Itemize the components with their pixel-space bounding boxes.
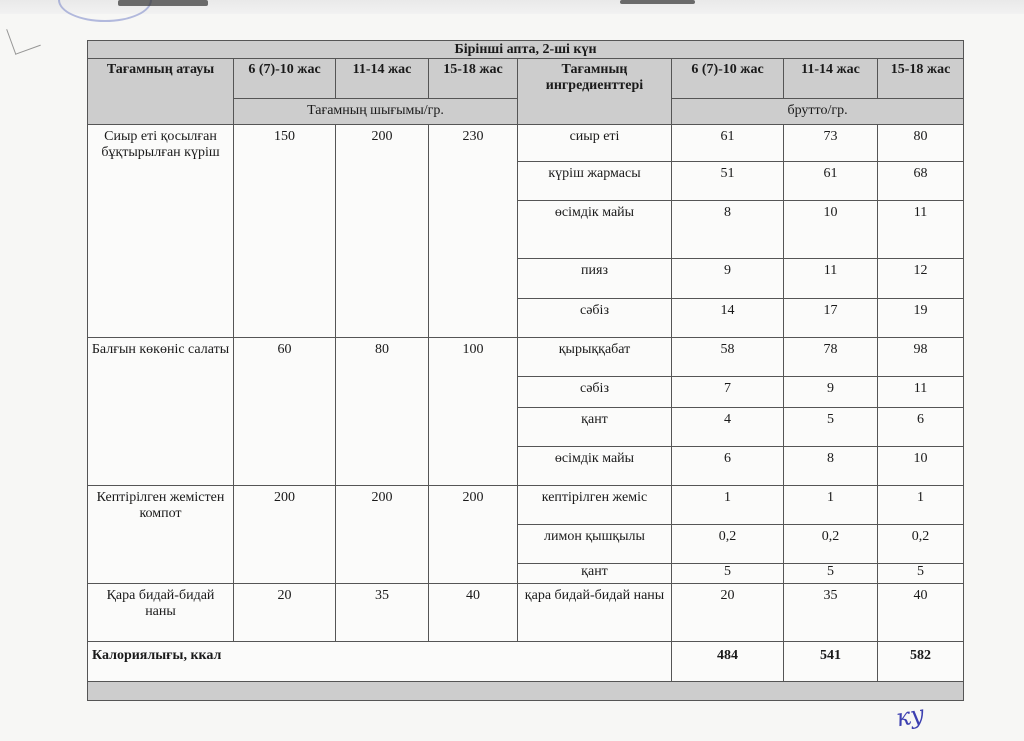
ingredient-value: 6 [878,408,964,447]
ingredient-name: қант [518,564,672,584]
ingredient-value: 10 [878,447,964,486]
ingredient-value: 11 [878,377,964,408]
dish-yield: 200 [234,486,336,584]
ingredient-value: 11 [878,201,964,259]
ingredient-value: 4 [672,408,784,447]
ingredient-value: 58 [672,338,784,377]
header-age-right-3: 15-18 жас [878,59,964,99]
header-yield: Тағамның шығымы/гр. [234,99,518,125]
header-dish-name: Тағамның атауы [88,59,234,125]
ingredient-name: кептірілген жеміс [518,486,672,525]
header-gross: брутто/гр. [672,99,964,125]
ingredient-name: қант [518,408,672,447]
dish-name: Сиыр еті қосылған бұқтырылған күріш [88,125,234,338]
ingredient-value: 8 [784,447,878,486]
header-age-left-3: 15-18 жас [429,59,518,99]
calories-label: Калориялығы, ккал [88,642,672,682]
ingredient-value: 1 [672,486,784,525]
header-age-left-2: 11-14 жас [336,59,429,99]
calories-value: 541 [784,642,878,682]
ingredient-value: 68 [878,162,964,201]
footer-band [88,682,964,701]
ingredient-value: 5 [784,564,878,584]
ingredient-value: 73 [784,125,878,162]
dish-yield: 230 [429,125,518,338]
ingredient-value: 1 [878,486,964,525]
ingredient-value: 61 [672,125,784,162]
dish-yield: 200 [336,486,429,584]
ingredient-value: 19 [878,299,964,338]
calories-row [88,642,964,682]
ingredient-value: 0,2 [672,525,784,564]
margin-check-mark [6,20,41,55]
menu-table [87,40,964,701]
table-row [88,338,964,377]
ingredient-value: 5 [878,564,964,584]
dish-name: Балғын көкөніс салаты [88,338,234,486]
ingredient-value: 6 [672,447,784,486]
dish-yield: 80 [336,338,429,486]
ingredient-value: 40 [878,584,964,642]
ingredient-value: 9 [784,377,878,408]
dish-yield: 35 [336,584,429,642]
ingredient-name: күріш жармасы [518,162,672,201]
ingredient-value: 17 [784,299,878,338]
ingredient-name: пияз [518,259,672,299]
table-title: Бірінші апта, 2-ші күн [88,41,964,59]
header-age-right-1: 6 (7)-10 жас [672,59,784,99]
ingredient-value: 78 [784,338,878,377]
ingredient-name: қара бидай-бидай наны [518,584,672,642]
header-age-right-2: 11-14 жас [784,59,878,99]
ingredient-value: 11 [784,259,878,299]
header-ingredients: Тағамның ингредиенттері [518,59,672,125]
ingredient-value: 5 [672,564,784,584]
header-age-left-1: 6 (7)-10 жас [234,59,336,99]
dish-yield: 150 [234,125,336,338]
dish-yield: 60 [234,338,336,486]
cropped-text-left [118,0,208,6]
ingredient-name: сәбіз [518,377,672,408]
table-row [88,486,964,525]
dish-yield: 200 [336,125,429,338]
ingredient-value: 98 [878,338,964,377]
ingredient-name: өсімдік майы [518,447,672,486]
ingredient-value: 12 [878,259,964,299]
ingredient-value: 9 [672,259,784,299]
ingredient-value: 51 [672,162,784,201]
ingredient-value: 1 [784,486,878,525]
dish-yield: 20 [234,584,336,642]
calories-value: 484 [672,642,784,682]
dish-yield: 40 [429,584,518,642]
dish-name: Кептірілген жемістен компот [88,486,234,584]
ingredient-name: өсімдік майы [518,201,672,259]
dish-yield: 100 [429,338,518,486]
table-row [88,584,964,642]
ingredient-value: 0,2 [878,525,964,564]
ingredient-value: 80 [878,125,964,162]
ingredient-name: сиыр еті [518,125,672,162]
ingredient-name: қырыққабат [518,338,672,377]
ingredient-value: 8 [672,201,784,259]
ingredient-value: 14 [672,299,784,338]
dish-name: Қара бидай-бидай наны [88,584,234,642]
calories-value: 582 [878,642,964,682]
dish-yield: 200 [429,486,518,584]
ingredient-value: 0,2 [784,525,878,564]
ingredient-value: 7 [672,377,784,408]
signature: ку [893,699,927,733]
table-row [88,125,964,162]
ingredient-name: сәбіз [518,299,672,338]
ingredient-value: 35 [784,584,878,642]
ingredient-value: 20 [672,584,784,642]
cropped-text-right [620,0,695,4]
ingredient-name: лимон қышқылы [518,525,672,564]
ingredient-value: 5 [784,408,878,447]
ingredient-value: 10 [784,201,878,259]
ingredient-value: 61 [784,162,878,201]
